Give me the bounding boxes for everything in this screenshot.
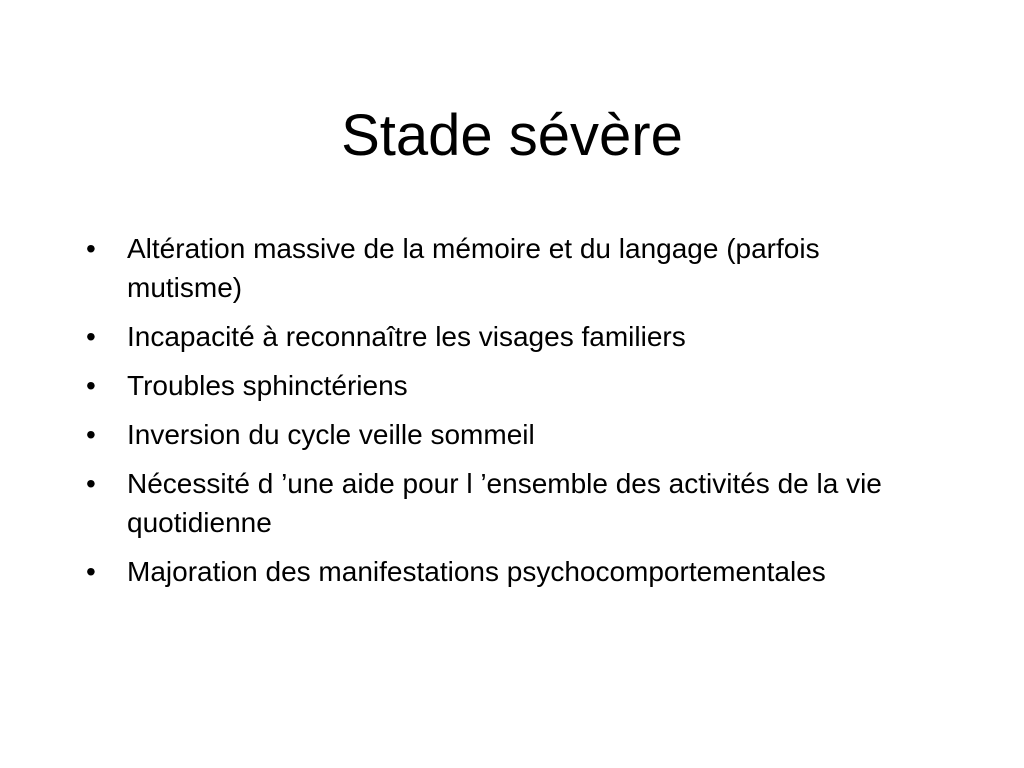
bullet-text: Altération massive de la mémoire et du langage (parfois mutisme) xyxy=(127,233,820,303)
bullet-item xyxy=(82,552,942,591)
bullet-item xyxy=(82,464,942,542)
bullet-point-icon: • xyxy=(86,556,96,587)
bullet-point-icon: • xyxy=(86,321,96,352)
slide-title: Stade sévère xyxy=(341,103,683,168)
bullet-text: Troubles sphinctériens xyxy=(127,370,408,401)
bullet-text: Nécessité d ’une aide pour l ’ensemble des activités de la vie quotidienne xyxy=(127,468,882,538)
bullet-point-icon: • xyxy=(86,419,96,450)
bullet-list xyxy=(82,229,942,601)
bullet-text: Inversion du cycle veille sommeil xyxy=(127,419,535,450)
bullet-item xyxy=(82,366,942,405)
bullet-point-icon: • xyxy=(86,233,96,264)
bullet-point-icon: • xyxy=(86,468,96,499)
bullet-text: Majoration des manifestations psychocomportementales xyxy=(127,556,826,587)
bullet-point-icon: • xyxy=(86,370,96,401)
bullet-item xyxy=(82,229,942,307)
bullet-item xyxy=(82,317,942,356)
bullet-text: Incapacité à reconnaître les visages familiers xyxy=(127,321,686,352)
bullet-item xyxy=(82,415,942,454)
